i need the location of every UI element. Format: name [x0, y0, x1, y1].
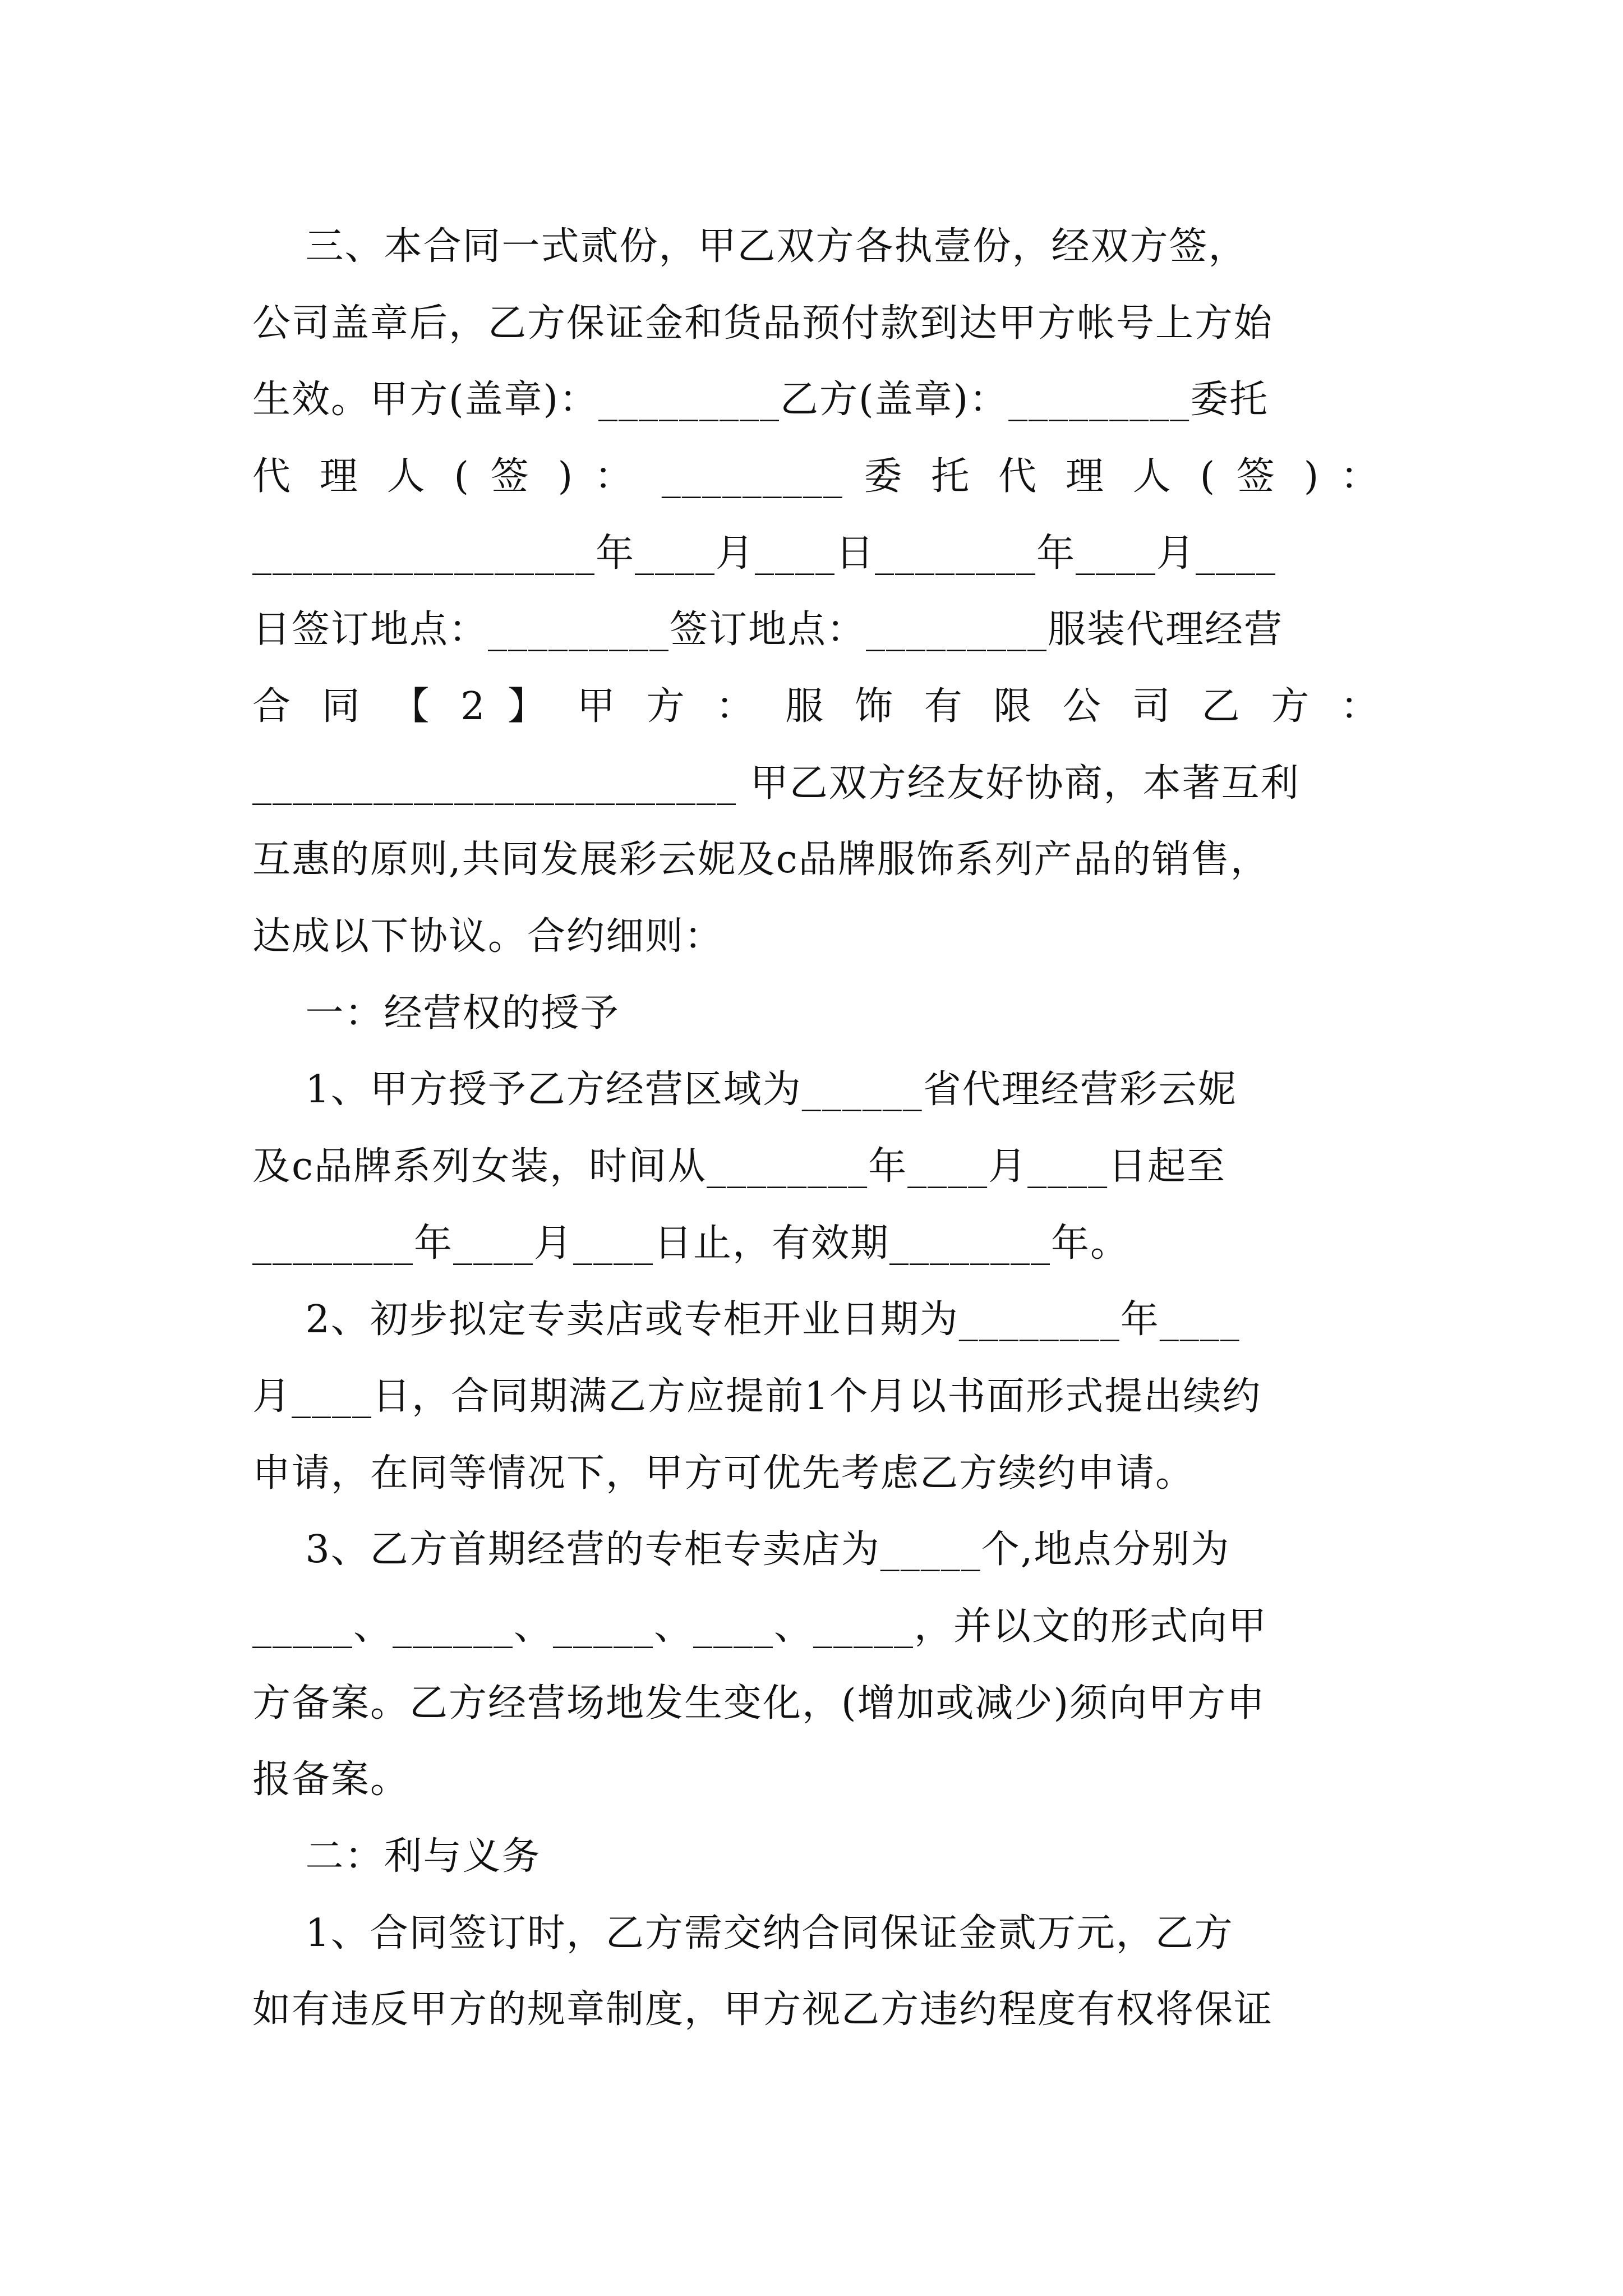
text-line: 2、初步拟定专卖店或专柜开业日期为________年____ — [252, 1297, 1241, 1342]
text-line: 方备案。乙方经营场地发生变化，(增加或减少)须向甲方申 — [252, 1681, 1266, 1726]
text-line: 报备案。 — [252, 1757, 410, 1802]
text-line: 及c品牌系列女装，时间从________年____月____日起至 — [252, 1144, 1227, 1189]
text-line: 三、本合同一式贰份，甲乙双方各执壹份，经双方签， — [252, 224, 1248, 269]
text-line: _________________年____月____日________年____月____ — [252, 531, 1277, 576]
text-line: 如有违反甲方的规章制度，甲方视乙方违约程度有权将保证 — [252, 1987, 1274, 2032]
text-line: 达成以下协议。合约细则： — [252, 914, 724, 959]
text-line: ________年____月____日止，有效期________年。 — [252, 1221, 1130, 1266]
section-heading: 二：利与义务 — [252, 1834, 541, 1879]
text-line: 互惠的原则,共同发展彩云妮及c品牌服饰系列产品的销售， — [252, 838, 1270, 882]
text-line: 1、甲方授予乙方经营区域为______省代理经营彩云妮 — [252, 1068, 1237, 1112]
text-line: 1、合同签订时，乙方需交纳合同保证金贰万元，乙方 — [252, 1911, 1234, 1955]
text-line: _____、______、_____、____、_____，并以文的形式向甲 — [252, 1604, 1268, 1649]
text-line: 公司盖章后，乙方保证金和货品预付款到达甲方帐号上方始 — [252, 301, 1274, 346]
text-line: 申请，在同等情况下，甲方可优先考虑乙方续约申请。 — [252, 1451, 1195, 1496]
text-line: 生效。甲方(盖章)：_________乙方(盖章)：_________委托 — [252, 378, 1269, 422]
text-line: 代 理 人 ( 签 ) ： _________ 委 托 代 理 人 ( 签 ) ： — [252, 454, 1380, 499]
section-heading: 一：经营权的授予 — [252, 991, 620, 1036]
text-line: ________________________ 甲乙双方经友好协商，本著互利 — [252, 761, 1300, 806]
text-line: 日签订地点：_________签订地点：_________服装代理经营 — [252, 608, 1284, 652]
text-line: 3、乙方首期经营的专柜专卖店为_____个,地点分别为 — [252, 1527, 1230, 1572]
text-line: 月____日，合同期满乙方应提前1个月以书面形式提出续约 — [252, 1374, 1262, 1419]
text-line: 合 同 【 2 】 甲 方 ： 服 饰 有 限 公 司 乙 方 ： — [252, 684, 1380, 729]
